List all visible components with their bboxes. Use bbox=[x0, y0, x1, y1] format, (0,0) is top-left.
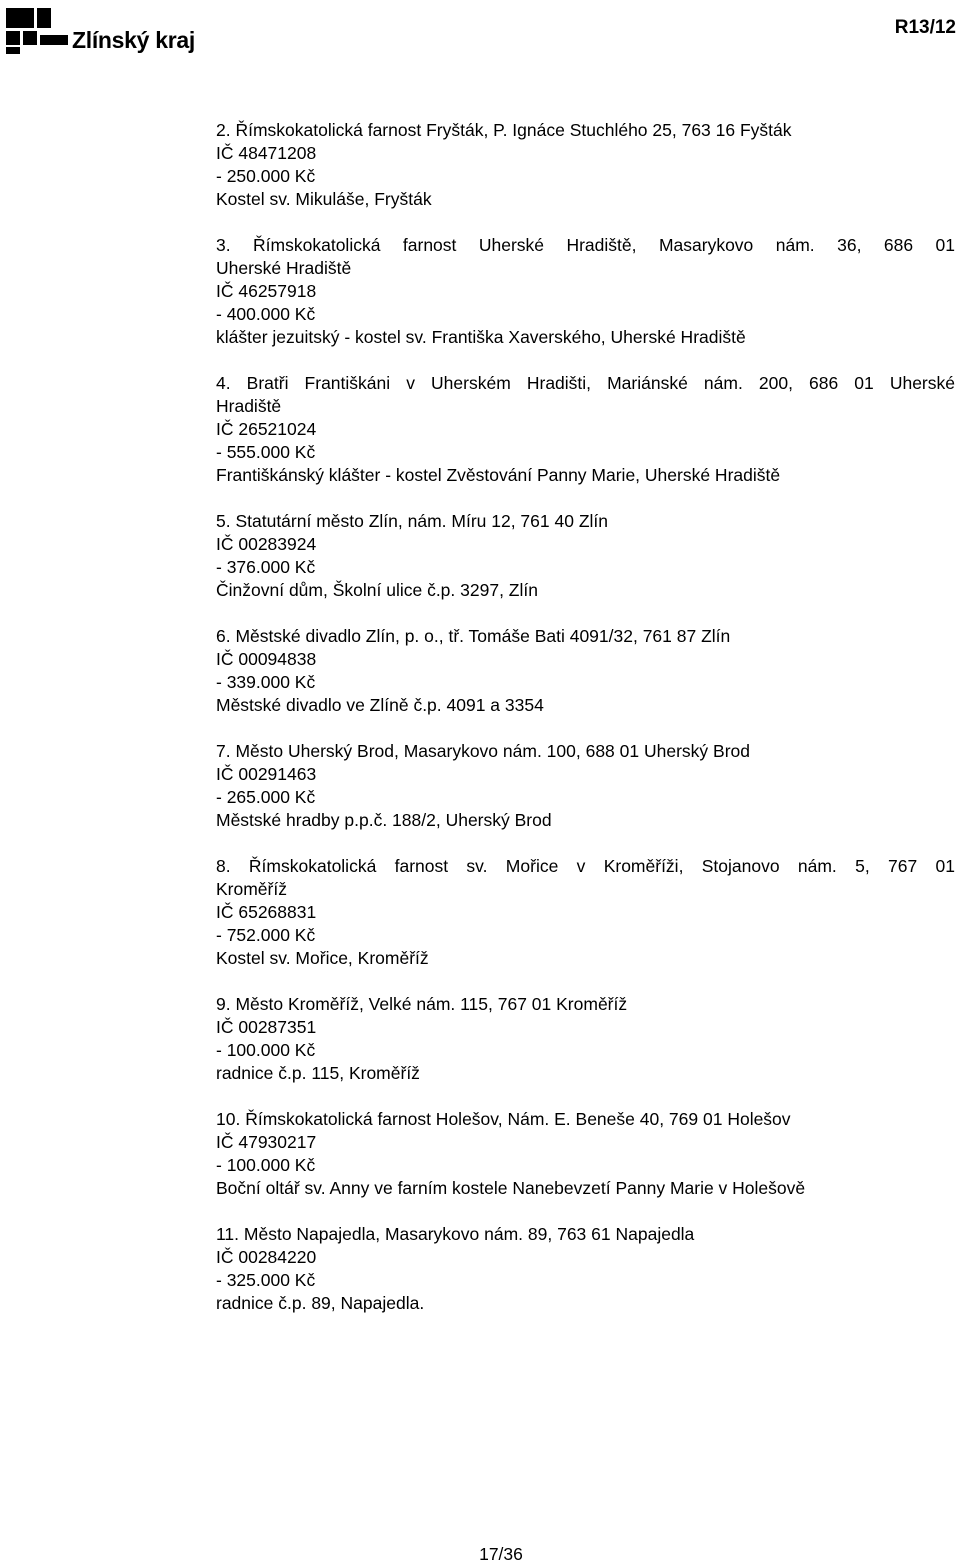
page-header bbox=[0, 0, 960, 60]
entry-object: Městské hradby p.p.č. 188/2, Uherský Brod bbox=[216, 810, 552, 830]
entry-object: Kostel sv. Mořice, Kroměříž bbox=[216, 948, 429, 968]
entry-ic: IČ 00094838 bbox=[216, 649, 317, 669]
entry-title: 3. Římskokatolická farnost Uherské Hradiště, Masarykovo nám. 36, 686 01 bbox=[216, 235, 955, 255]
entry-amount: - 400.000 Kč bbox=[216, 304, 316, 324]
list-item bbox=[216, 234, 955, 349]
list-item bbox=[216, 1108, 955, 1200]
entry-object: Městské divadlo ve Zlíně č.p. 4091 a 3354 bbox=[216, 695, 544, 715]
page-number: 17/36 bbox=[479, 1544, 523, 1564]
entry-object: Činžovní dům, Školní ulice č.p. 3297, Zlín bbox=[216, 580, 538, 600]
document-body bbox=[216, 119, 955, 1338]
entry-title: 4. Bratři Františkáni v Uherském Hradišti, Mariánské nám. 200, 686 01 Uherské bbox=[216, 373, 955, 393]
entry-title-continued: Hradiště bbox=[216, 396, 282, 416]
entry-amount: - 265.000 Kč bbox=[216, 787, 316, 807]
entry-amount: - 250.000 Kč bbox=[216, 166, 316, 186]
entry-amount: - 100.000 Kč bbox=[216, 1040, 316, 1060]
entry-ic: IČ 00287351 bbox=[216, 1017, 317, 1037]
entry-ic: IČ 26521024 bbox=[216, 419, 317, 439]
logo-text: Zlínský kraj bbox=[72, 27, 195, 53]
list-item bbox=[216, 625, 955, 717]
entry-amount: - 555.000 Kč bbox=[216, 442, 316, 462]
entry-object: klášter jezuitský - kostel sv. Františka Xaverského, Uherské Hradiště bbox=[216, 327, 746, 347]
list-item bbox=[216, 855, 955, 970]
entry-object: Boční oltář sv. Anny ve farním kostele Nanebevzetí Panny Marie v Holešově bbox=[216, 1178, 806, 1198]
entry-title-continued: Kroměříž bbox=[216, 879, 287, 899]
entry-amount: - 100.000 Kč bbox=[216, 1155, 316, 1175]
list-item bbox=[216, 1223, 955, 1315]
list-item bbox=[216, 372, 955, 487]
entry-amount: - 752.000 Kč bbox=[216, 925, 316, 945]
list-item bbox=[216, 740, 955, 832]
entry-object: Kostel sv. Mikuláše, Fryšták bbox=[216, 189, 432, 209]
list-item bbox=[216, 119, 955, 211]
entry-title: 5. Statutární město Zlín, nám. Míru 12, 761 40 Zlín bbox=[216, 511, 608, 531]
list-item bbox=[216, 510, 955, 602]
entry-ic: IČ 47930217 bbox=[216, 1132, 317, 1152]
entry-ic: IČ 48471208 bbox=[216, 143, 317, 163]
zlinsky-kraj-logo bbox=[6, 8, 206, 54]
entry-title: 10. Římskokatolická farnost Holešov, Nám. E. Beneše 40, 769 01 Holešov bbox=[216, 1109, 791, 1129]
entry-title: 7. Město Uherský Brod, Masarykovo nám. 100, 688 01 Uherský Brod bbox=[216, 741, 750, 761]
entry-object: radnice č.p. 89, Napajedla. bbox=[216, 1293, 425, 1313]
entry-object: Františkánský klášter - kostel Zvěstování Panny Marie, Uherské Hradiště bbox=[216, 465, 781, 485]
entry-ic: IČ 00283924 bbox=[216, 534, 317, 554]
entry-ic: IČ 00284220 bbox=[216, 1247, 317, 1267]
entry-object: radnice č.p. 115, Kroměříž bbox=[216, 1063, 420, 1083]
document-code: R13/12 bbox=[894, 17, 956, 38]
entry-title: 9. Město Kroměříž, Velké nám. 115, 767 01 Kroměříž bbox=[216, 994, 628, 1014]
entry-ic: IČ 00291463 bbox=[216, 764, 317, 784]
entry-ic: IČ 65268831 bbox=[216, 902, 317, 922]
entry-amount: - 376.000 Kč bbox=[216, 557, 316, 577]
entry-amount: - 339.000 Kč bbox=[216, 672, 316, 692]
entry-title: 8. Římskokatolická farnost sv. Mořice v Kroměříži, Stojanovo nám. 5, 767 01 bbox=[216, 856, 955, 876]
entry-amount: - 325.000 Kč bbox=[216, 1270, 316, 1290]
list-item bbox=[216, 993, 955, 1085]
entry-title: 2. Římskokatolická farnost Fryšták, P. Ignáce Stuchlého 25, 763 16 Fyšták bbox=[216, 120, 792, 140]
logo-squares-icon bbox=[6, 8, 70, 54]
entry-title: 6. Městské divadlo Zlín, p. o., tř. Tomáše Bati 4091/32, 761 87 Zlín bbox=[216, 626, 731, 646]
entry-title-continued: Uherské Hradiště bbox=[216, 258, 352, 278]
entry-ic: IČ 46257918 bbox=[216, 281, 317, 301]
entry-title: 11. Město Napajedla, Masarykovo nám. 89, 763 61 Napajedla bbox=[216, 1224, 695, 1244]
